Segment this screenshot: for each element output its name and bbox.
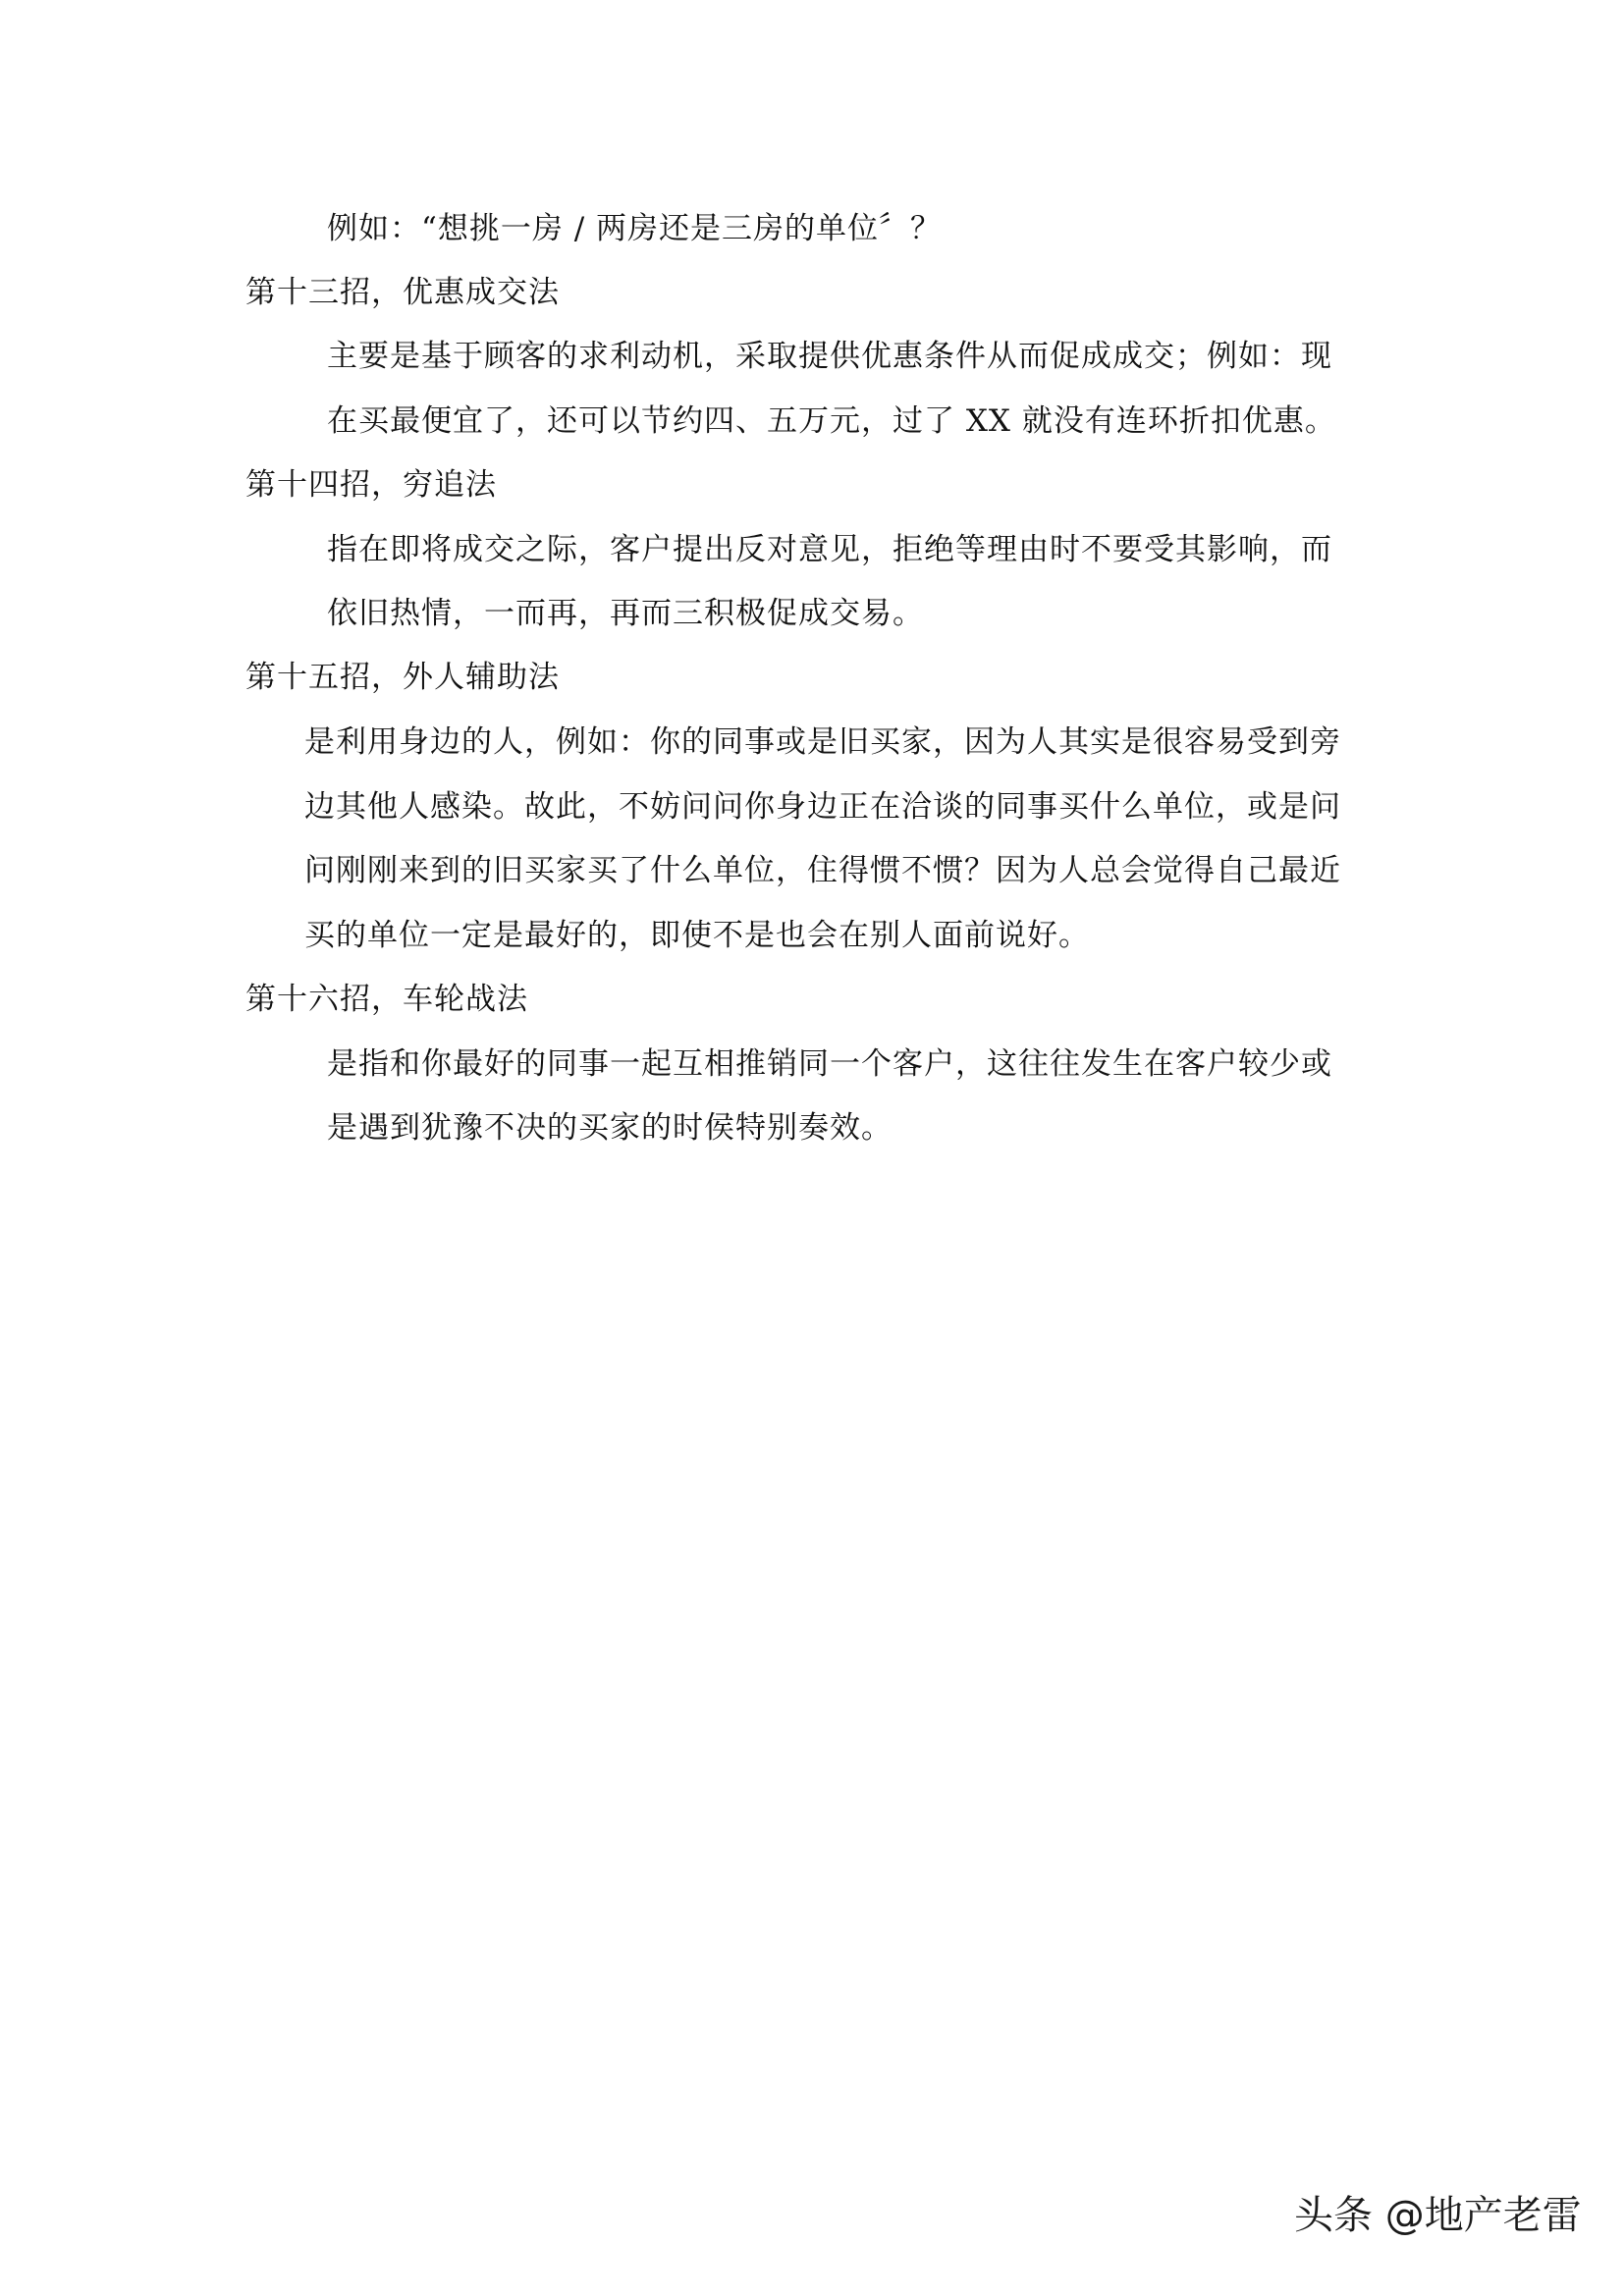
section-13-line-1: 主要是基于顾客的求利动机，采取提供优惠条件从而促成成交；例如：现 xyxy=(327,339,1332,374)
section-16-line-2: 是遇到犹豫不决的买家的时侯特别奏效。 xyxy=(327,1110,893,1146)
intro-example-line: 例如：“想挑一房 / 两房还是三房的单位〞？ xyxy=(327,211,942,246)
section-heading-14: 第十四招，穷追法 xyxy=(245,467,497,503)
section-14-line-1: 指在即将成交之际，客户提出反对意见，拒绝等理由时不要受其影响，而 xyxy=(327,532,1332,567)
section-heading-16: 第十六招，车轮战法 xyxy=(245,982,528,1017)
section-16-line-1: 是指和你最好的同事一起互相推销同一个客户，这往往发生在客户较少或 xyxy=(327,1046,1332,1082)
watermark-text: 头条 @地产老雷 xyxy=(1294,2193,1582,2238)
section-heading-15: 第十五招，外人辅助法 xyxy=(245,660,560,695)
section-15-line-2: 边其他人感染。故此，不妨问问你身边正在洽谈的同事买什么单位，或是问 xyxy=(304,789,1341,825)
section-heading-13: 第十三招，优惠成交法 xyxy=(245,275,560,310)
section-13-line-2: 在买最便宜了，还可以节约四、五万元，过了 XX 就没有连环折扣优惠。 xyxy=(327,403,1336,439)
section-14-line-2: 依旧热情，一而再，再而三积极促成交易。 xyxy=(327,596,924,631)
section-15-line-1: 是利用身边的人，例如：你的同事或是旧买家，因为人其实是很容易受到旁 xyxy=(304,724,1341,760)
section-15-line-3: 问刚刚来到的旧买家买了什么单位，住得惯不惯？因为人总会觉得自己最近 xyxy=(304,853,1341,888)
section-15-line-4: 买的单位一定是最好的，即使不是也会在别人面前说好。 xyxy=(304,918,1090,953)
